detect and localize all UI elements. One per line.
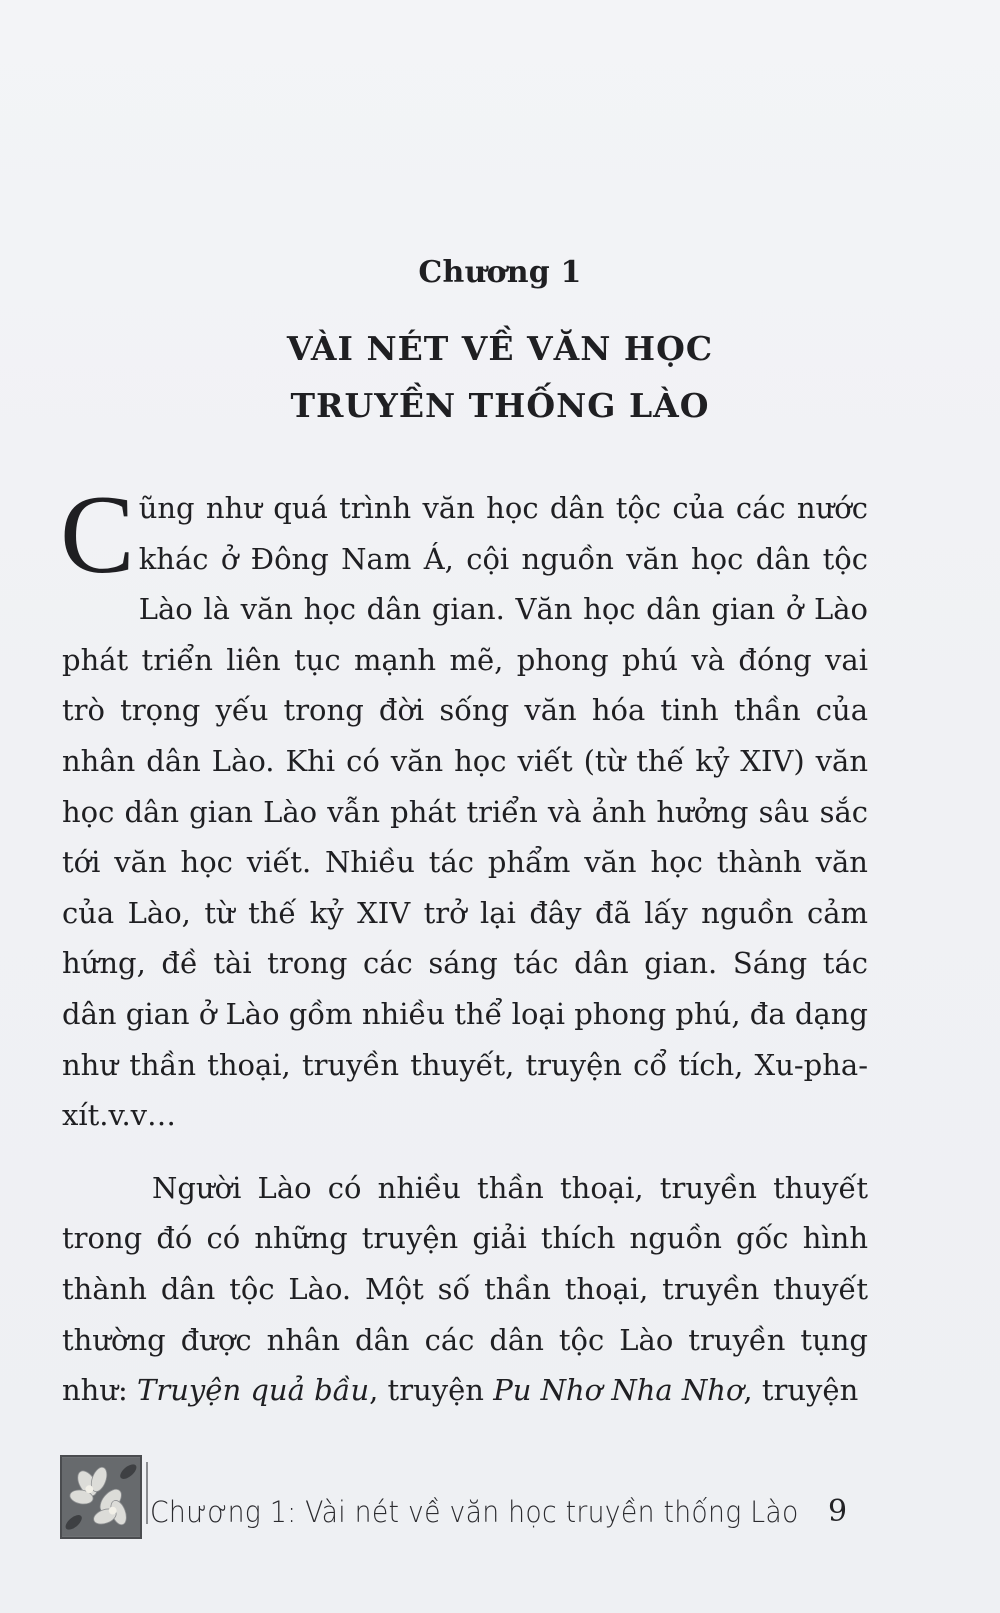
chapter-title-line-1: VÀI NÉT VỀ VĂN HỌC [286,329,714,368]
flower-icon [60,1455,142,1539]
paragraph-2 [62,1163,868,1416]
body-text [60,473,868,1416]
paragraph-2-text-end: , truyện [743,1373,859,1408]
chapter-title-line-2: TRUYỀN THỐNG LÀO [290,386,710,425]
italic-title-qua-bau: Truyện quả bầu [137,1373,370,1408]
flower-ornament-graphic [62,1457,140,1537]
footer-divider [146,1462,148,1524]
paragraph-2-text-mid: , truyện [369,1373,494,1408]
paragraph-2-text: Người Lào có nhiều thần thoại, truyền thuyết trong đó có những truyện giải thích nguồn gốc hình thành dân tộc Lào. Một số thần thoại, truyền thuyết thường được nhân dân các dân tộc Lào truyền tụng như: [62,1170,868,1408]
drop-cap: C [60,473,135,597]
running-footer-title: Chương 1: Vài nét về văn học truyền thống Lào [150,1495,799,1529]
chapter-title [0,320,1000,434]
paragraph-1 [60,473,868,1141]
italic-title-pu-nho: Pu Nhơ Nha Nhơ [493,1373,744,1408]
chapter-label: Chương 1 [418,255,582,290]
paragraph-1-text: ũng như quá trình văn học dân tộc của các nước khác ở Đông Nam Á, cội nguồn văn học dân tộc Lào là văn học dân gian. Văn học dân gian ở Lào phát triển liên tục mạnh mẽ, phong phú và đóng vai trò trọng yếu trong đời sống văn hóa tinh thần của nhân dân Lào. Khi có văn học viết (từ thế kỷ XIV) văn học dân gian Lào vẫn phát triển và ảnh hưởng sâu sắc tới văn học viết. Nhiều tác phẩm văn học thành văn của Lào, từ thế kỷ XIV trở lại đây đã lấy nguồn cảm hứng, đề tài trong các sáng tác dân gian. Sáng tác dân gian ở Lào gồm nhiều thể loại phong phú, đa dạng như thần thoại, truyền thuyết, truyện cổ tích, Xu-pha-xít.v.v… [62,491,868,1133]
page-number: 9 [828,1494,848,1529]
